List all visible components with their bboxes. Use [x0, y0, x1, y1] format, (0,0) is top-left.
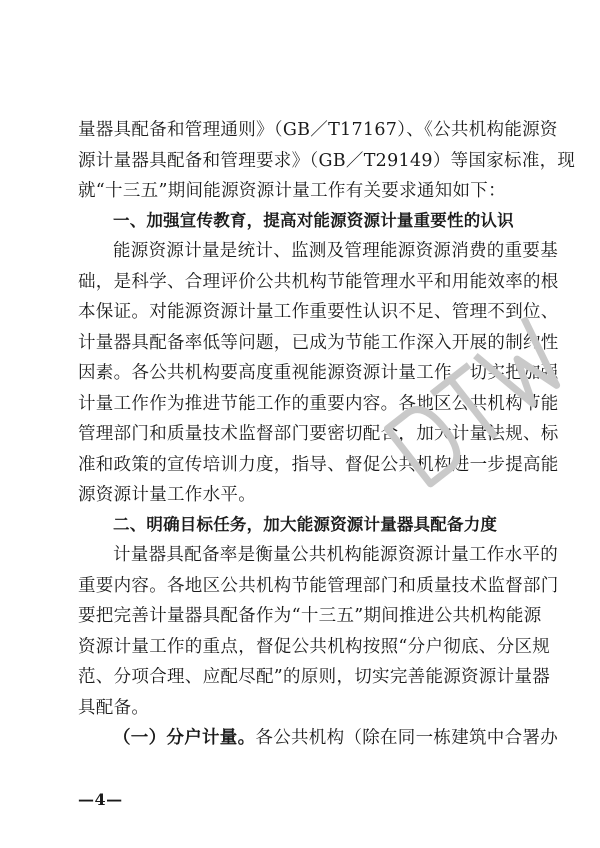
section-heading-1: 一、加强宣传教育，提高对能源资源计量重要性的认识 — [113, 211, 514, 230]
item-lead: （一）分户计量。 — [113, 728, 256, 748]
page-number: —4— — [78, 790, 123, 809]
body-line: 计量器具配备率是衡量公共机构能源资源计量工作水平的 — [113, 545, 558, 565]
body-line: 要把完善计量器具配备作为“十三五”期间推进公共机构能源 — [78, 606, 542, 626]
body-line: 础，是科学、合理评价公共机构节能管理水平和用能效率的根 — [78, 272, 559, 292]
body-line: 准和政策的宣传培训力度，指导、督促公共机构进一步提高能 — [78, 455, 559, 475]
body-line: 计量器具配备率低等问题，已成为节能工作深入开展的制约性 — [78, 333, 559, 353]
body-line: 能源资源计量是统计、监测及管理能源资源消费的重要基 — [113, 241, 558, 261]
body-line: 管理部门和质量技术监督部门要密切配合，加大计量法规、标 — [78, 424, 559, 444]
body-line: 量器具配备和管理通则》（GB／T17167）、《公共机构能源资 — [78, 120, 558, 140]
body-line: 范、分项合理、应配尽配”的原则，切实完善能源资源计量器 — [78, 667, 551, 687]
item-line — [113, 727, 559, 749]
body-line: 重要内容。各地区公共机构节能管理部门和质量技术监督部门 — [78, 576, 559, 596]
body-line: 资源计量工作的重点，督促公共机构按照“分户彻底、分区规 — [78, 637, 551, 657]
body-line: 具配备。 — [78, 698, 150, 718]
body-line: 因素。各公共机构要高度重视能源资源计量工作，切实把加强 — [78, 363, 559, 383]
body-line: 源资源计量工作水平。 — [78, 485, 256, 505]
body-line: 就“十三五”期间能源资源计量工作有关要求通知如下： — [78, 181, 506, 201]
body-line: 源计量器具配备和管理要求》（GB／T29149）等国家标准，现 — [78, 151, 576, 171]
body-line: 计量工作作为推进节能工作的重要内容。各地区公共机构节能 — [78, 394, 559, 414]
body-line: 本保证。对能源资源计量工作重要性认识不足、管理不到位、 — [78, 302, 559, 322]
section-heading-2: 二、明确目标任务，加大能源资源计量器具配备力度 — [113, 515, 498, 534]
item-text: 各公共机构（除在同一栋建筑中合署办 — [255, 728, 559, 748]
